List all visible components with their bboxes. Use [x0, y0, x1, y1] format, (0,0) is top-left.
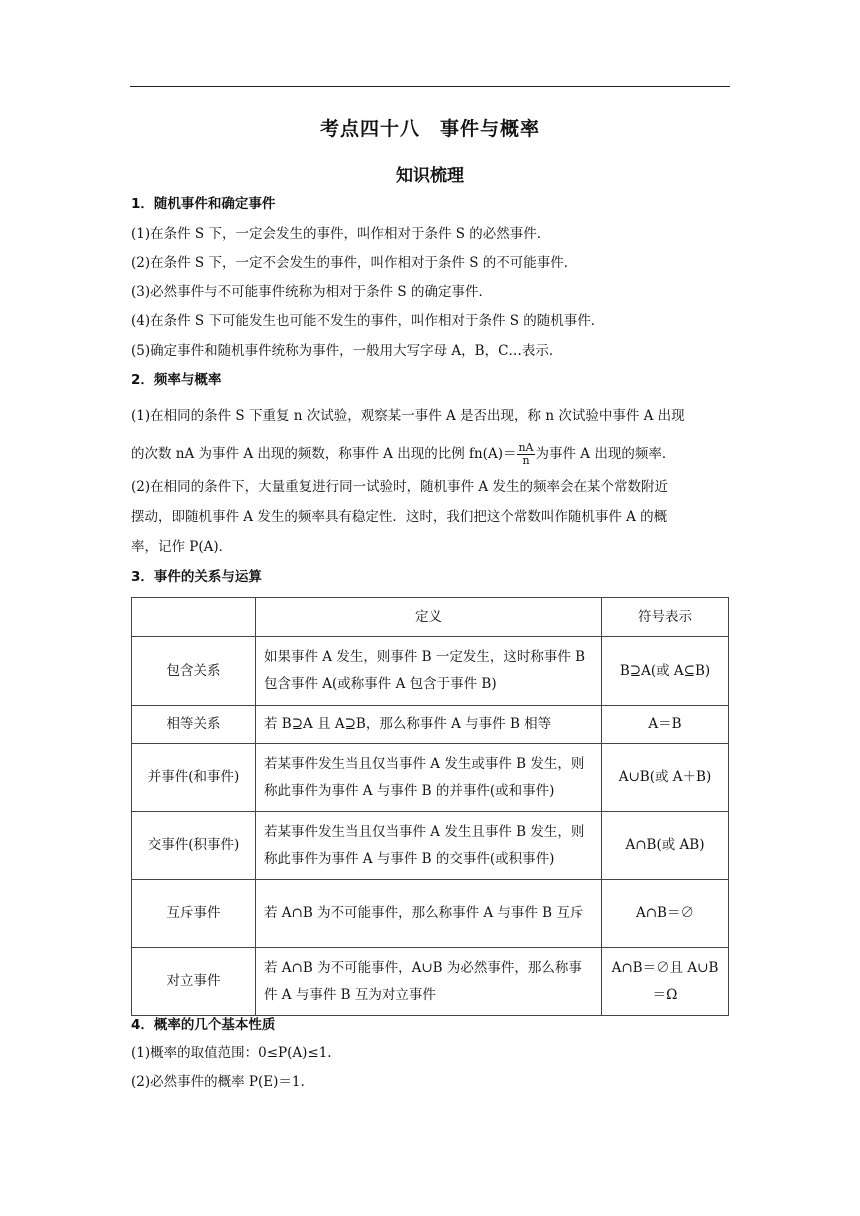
section2-p2-line3: 率，记作 P(A)． [131, 539, 233, 555]
page-title: 考点四十八 事件与概率 [319, 118, 540, 140]
section1-item-3: (3)必然事件与不可能事件统称为相对于条件 S 的确定事件． [131, 284, 492, 300]
section1-item-4: (4)在条件 S 下可能发生也可能不发生的事件，叫作相对于条件 S 的随机事件． [131, 313, 605, 329]
section2-p1-line1: (1)在相同的条件 S 下重复 n 次试验，观察某一事件 A 是否出现，称 n 次试验中事件 A 出现 [131, 408, 685, 424]
table-header-row [132, 598, 729, 637]
table-row [132, 706, 729, 744]
section4-heading: 4．概率的几个基本性质 [131, 1017, 276, 1033]
section2-p1-line2-post: 为事件 A 出现的频率． [535, 446, 676, 462]
relation-name: 互斥事件 [132, 880, 256, 948]
section4-item-1: (1)概率的取值范围：0≤P(A)≤1. [131, 1045, 332, 1061]
section1-item-5: (5)确定事件和随机事件统称为事件，一般用大写字母 A，B，C…表示． [131, 343, 563, 359]
relation-definition: 若 A∩B 为不可能事件，那么称事件 A 与事件 B 互斥 [256, 880, 602, 948]
table-row [132, 948, 729, 1016]
section2-p2-line1: (2)在相同的条件下，大量重复进行同一试验时，随机事件 A 发生的频率会在某个常数附近 [131, 479, 668, 495]
table-header-cell [132, 598, 256, 637]
relation-symbol: A∩B＝∅ [602, 880, 729, 948]
relation-name: 对立事件 [132, 948, 256, 1016]
relation-symbol: A∩B(或 AB) [602, 812, 729, 880]
section2-p1-line2-pre: 的次数 nA 为事件 A 出现的频数，称事件 A 出现的比例 fn(A)＝ [131, 446, 517, 462]
relation-definition: 若某事件发生当且仅当事件 A 发生或事件 B 发生，则称此事件为事件 A 与事件 B 的并事件(或和事件) [256, 744, 602, 812]
table-header-cell: 定义 [256, 598, 602, 637]
section-subtitle: 知识梳理 [396, 166, 464, 186]
fraction-numerator: nA [518, 441, 534, 454]
event-relations-table [131, 597, 729, 1016]
table-row [132, 812, 729, 880]
relation-name: 并事件(和事件) [132, 744, 256, 812]
section1-item-1: (1)在条件 S 下，一定会发生的事件，叫作相对于条件 S 的必然事件． [131, 226, 551, 242]
table-row [132, 637, 729, 706]
section2-p1-line2 [131, 442, 675, 467]
relation-definition: 若 B⊇A 且 A⊇B，那么称事件 A 与事件 B 相等 [256, 706, 602, 744]
relation-symbol: A＝B [602, 706, 729, 744]
fraction-denominator: n [522, 454, 530, 467]
relation-name: 交事件(积事件) [132, 812, 256, 880]
top-rule [130, 86, 730, 87]
section2-p2-line2: 摆动，即随机事件 A 发生的频率具有稳定性．这时，我们把这个常数叫作随机事件 A 的概 [131, 509, 668, 525]
relation-definition: 若某事件发生当且仅当事件 A 发生且事件 B 发生，则称此事件为事件 A 与事件 B 的交事件(或积事件) [256, 812, 602, 880]
relation-definition: 如果事件 A 发生，则事件 B 一定发生，这时称事件 B 包含事件 A(或称事件 A 包含于事件 B) [256, 637, 602, 706]
relation-name: 包含关系 [132, 637, 256, 706]
section3-heading: 3．事件的关系与运算 [131, 569, 262, 585]
relation-definition: 若 A∩B 为不可能事件，A∪B 为必然事件，那么称事件 A 与事件 B 互为对立事件 [256, 948, 602, 1016]
table-row [132, 744, 729, 812]
relation-symbol: B⊇A(或 A⊆B) [602, 637, 729, 706]
relation-name: 相等关系 [132, 706, 256, 744]
relation-symbol: A∪B(或 A＋B) [602, 744, 729, 812]
section1-heading: 1．随机事件和确定事件 [131, 196, 276, 212]
table-header-cell: 符号表示 [602, 598, 729, 637]
frequency-fraction [517, 442, 534, 467]
section1-item-2: (2)在条件 S 下，一定不会发生的事件，叫作相对于条件 S 的不可能事件． [131, 255, 578, 271]
table-row [132, 880, 729, 948]
section4-item-2: (2)必然事件的概率 P(E)＝1. [131, 1074, 305, 1090]
relation-symbol: A∩B＝∅且 A∪B＝Ω [602, 948, 729, 1016]
section2-heading: 2．频率与概率 [131, 372, 222, 388]
